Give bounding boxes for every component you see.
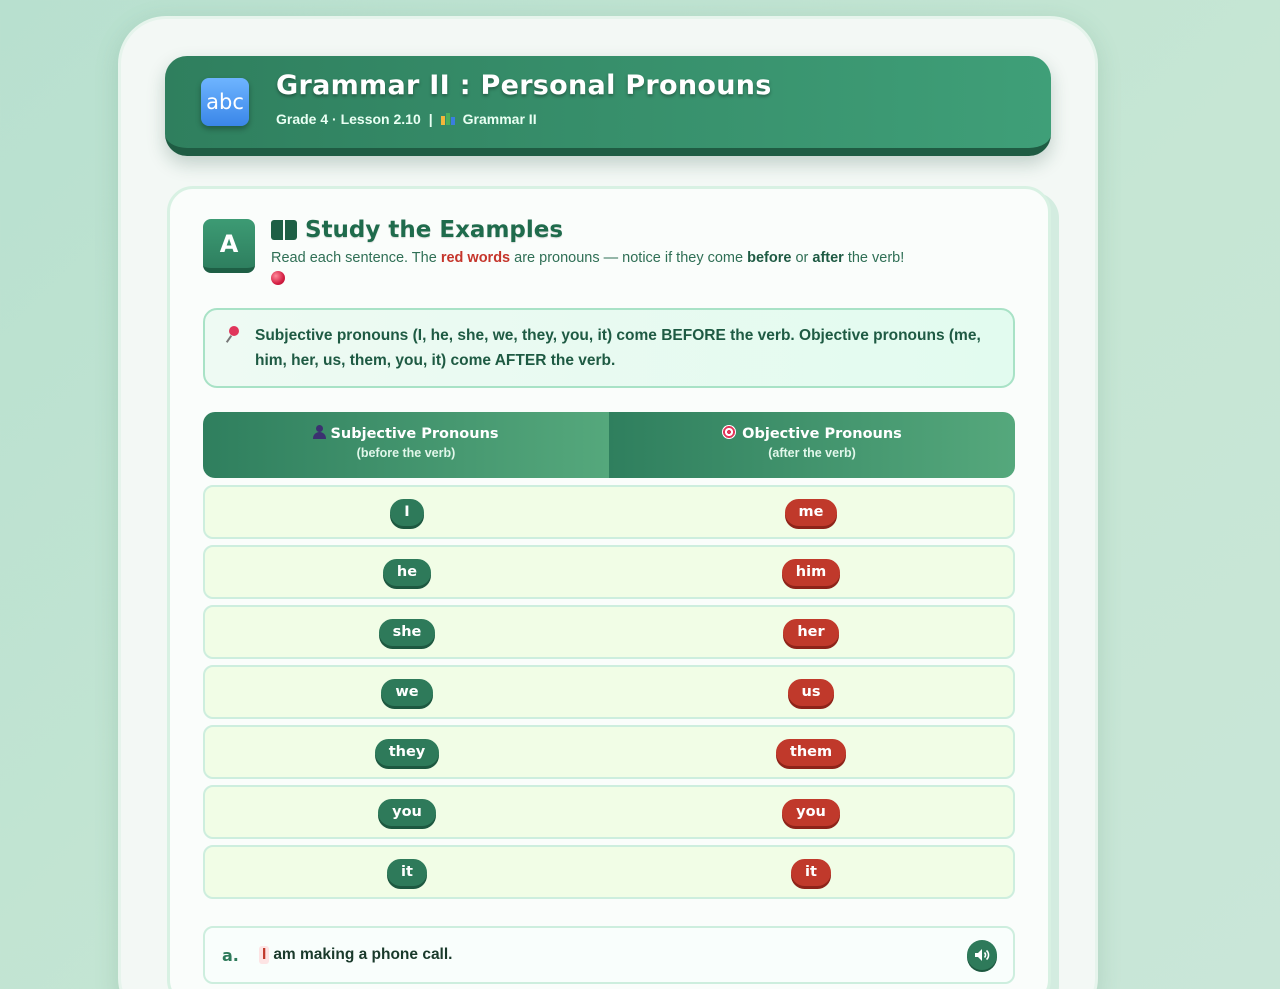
target-icon <box>722 425 736 439</box>
tip-text: Subjective pronouns (I, he, she, we, they, you, it) come BEFORE the verb. Objective pronouns (me, him, her, us, them, you, it) come AFTER the verb. <box>255 327 981 369</box>
objective-pronoun: me <box>785 499 838 526</box>
table-row <box>203 725 1015 779</box>
header-subjective: Subjective Pronouns (before the verb) <box>203 412 609 478</box>
subjective-pronoun: you <box>378 799 436 826</box>
lesson-header <box>165 56 1051 156</box>
open-book-icon <box>271 220 297 240</box>
section-title: Study the Examples <box>271 217 563 243</box>
table-row <box>203 545 1015 599</box>
books-icon <box>441 113 455 125</box>
abc-icon: abc <box>201 78 249 126</box>
unit-name: Grammar II <box>462 111 537 127</box>
pronoun-table-header <box>203 412 1015 478</box>
tip-box <box>203 308 1015 388</box>
pushpin-icon <box>225 326 241 344</box>
sentence-text: am making a phone call. <box>273 946 453 963</box>
objective-pronoun: you <box>782 799 840 826</box>
example-sentence <box>203 926 1015 984</box>
pronoun-table-body <box>203 485 1015 905</box>
study-card <box>167 186 1051 989</box>
grade-lesson: Grade 4 · Lesson 2.10 <box>276 111 421 127</box>
subjective-pronoun: she <box>379 619 436 646</box>
header-objective: Objective Pronouns (after the verb) <box>609 412 1015 478</box>
subjective-pronoun: it <box>387 859 427 886</box>
play-audio-button[interactable] <box>967 940 997 970</box>
section-letter-badge: A <box>203 219 255 273</box>
table-row <box>203 605 1015 659</box>
lesson-subtitle <box>276 111 537 127</box>
speaker-icon <box>974 948 990 962</box>
objective-pronoun: them <box>776 739 846 766</box>
table-row <box>203 785 1015 839</box>
section-instructions: Read each sentence. The red words are pronouns — notice if they come before or after the verb! <box>271 248 1011 288</box>
person-icon <box>313 425 326 439</box>
subjective-pronoun: they <box>375 739 440 766</box>
objective-pronoun: him <box>782 559 840 586</box>
separator: | <box>428 111 433 127</box>
subjective-pronoun: we <box>381 679 432 706</box>
subjective-pronoun: he <box>383 559 431 586</box>
objective-pronoun: her <box>783 619 838 646</box>
sentence-pronoun: I <box>259 946 269 964</box>
objective-pronoun: us <box>788 679 835 706</box>
objective-pronoun: it <box>791 859 831 886</box>
table-row <box>203 845 1015 899</box>
page-title: Grammar II : Personal Pronouns <box>276 70 772 101</box>
subjective-pronoun: I <box>390 499 424 526</box>
red-dot-icon <box>271 271 285 285</box>
table-row <box>203 485 1015 539</box>
sentence-label: a. <box>222 945 239 965</box>
table-row <box>203 665 1015 719</box>
